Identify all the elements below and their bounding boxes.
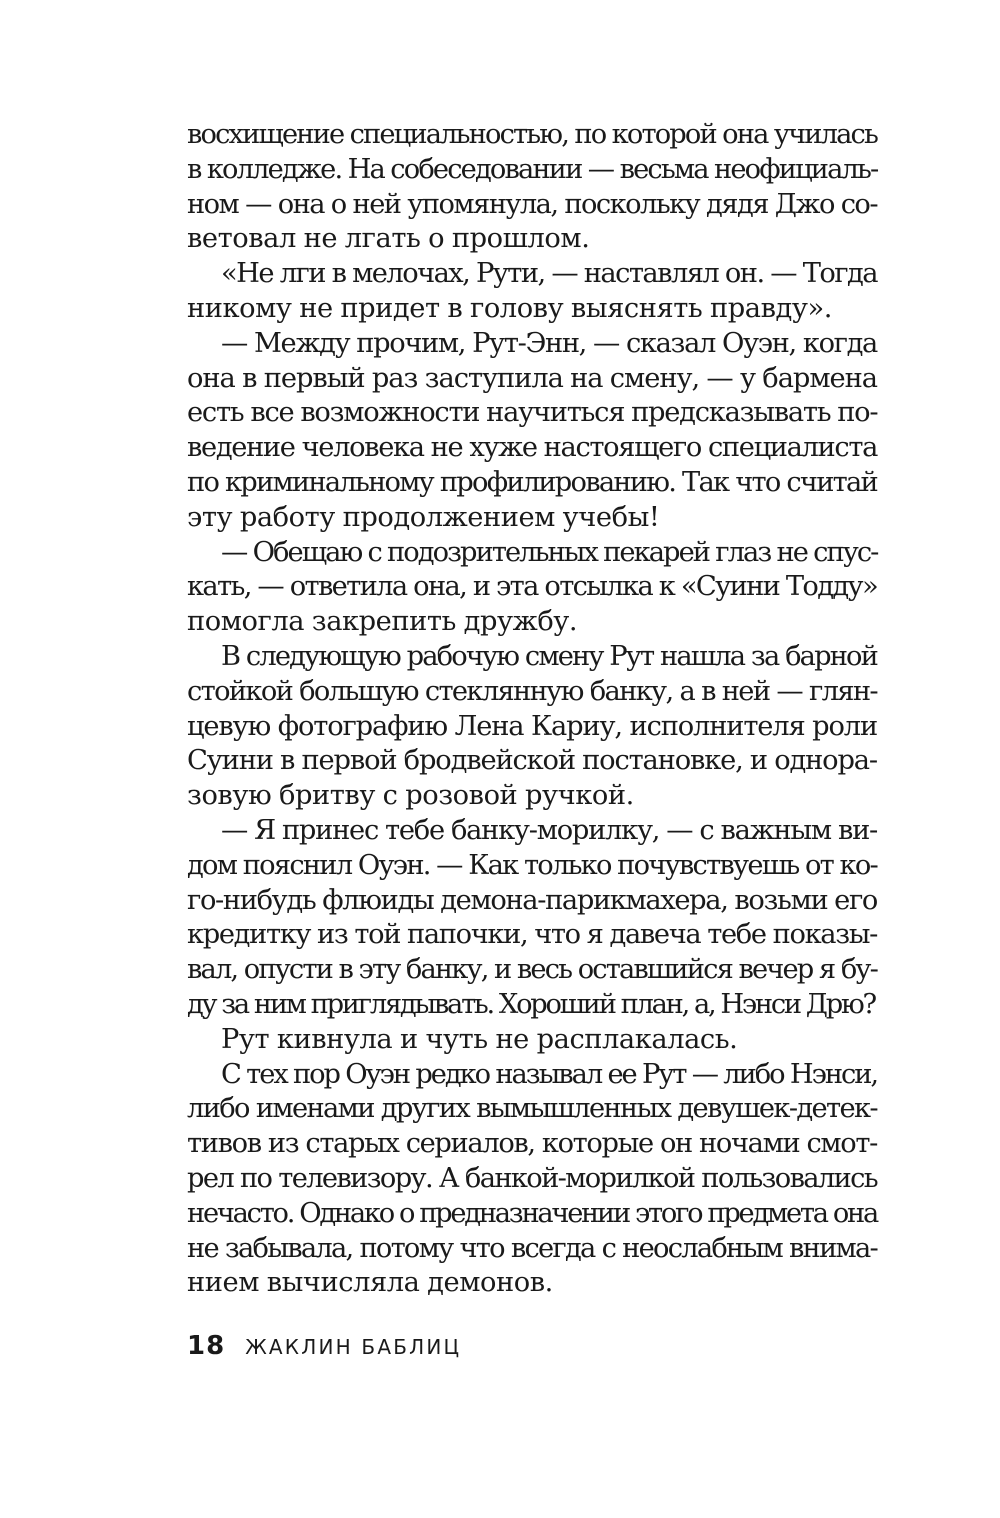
- text-line: есть все возможности научиться предсказывать по-: [187, 397, 878, 429]
- text-line: в колледже. На собеседовании — весьма неофициаль-: [187, 153, 878, 185]
- page-footer: [187, 1331, 461, 1365]
- text-line: стойкой большую стеклянную банку, а в ней — глян-: [187, 675, 877, 707]
- text-line: эту работу продолжением учебы!: [187, 501, 660, 533]
- text-line: кредитку из той папочки, что я давеча тебе показы-: [187, 919, 877, 951]
- text-line: восхищение специальностью, по которой она училась: [187, 119, 877, 150]
- paragraph: [187, 640, 877, 814]
- running-head-author: ЖАКЛИН БАБЛИЦ: [245, 1335, 462, 1359]
- text-line: — Я принес тебе банку-морилку, — с важным ви-: [221, 814, 877, 846]
- text-line: ном — она о ней упомянула, поскольку дядя Джо со-: [187, 188, 877, 220]
- text-line: нечасто. Однако о предназначении этого предмета она: [187, 1197, 877, 1229]
- text-line: рел по телевизору. А банкой-морилкой пользовались: [187, 1162, 877, 1194]
- paragraph: [187, 1058, 877, 1302]
- text-line: зовую бритву с розовой ручкой.: [187, 780, 634, 812]
- paragraph: [187, 327, 877, 536]
- text-line: никому не придет в голову выяснять правду».: [187, 292, 832, 324]
- body-text: [187, 118, 877, 1301]
- text-line: ведение человека не хуже настоящего специалиста: [187, 432, 877, 464]
- text-line: Суини в первой бродвейской постановке, и однора-: [187, 745, 877, 777]
- text-line: цевую фотографию Лена Кариу, исполнителя роли: [187, 710, 877, 742]
- text-line: по криминальному профилированию. Так что считай: [187, 466, 877, 498]
- paragraph: [187, 1023, 877, 1058]
- text-line: С тех пор Оуэн редко называл ее Рут — либо Нэнси,: [221, 1058, 877, 1090]
- text-line: го-нибудь флюиды демона-парикмахера, возьми его: [187, 884, 877, 916]
- text-line: помогла закрепить дружбу.: [187, 606, 578, 638]
- text-line: либо именами других вымышленных девушек-детек-: [187, 1093, 877, 1125]
- text-line: не забывала, потому что всегда с неослабным внима-: [187, 1232, 877, 1264]
- text-line: — Между прочим, Рут-Энн, — сказал Оуэн, когда: [221, 327, 877, 359]
- paragraph: [187, 814, 877, 1023]
- text-line: вал, опусти в эту банку, и весь оставшийся вечер я бу-: [187, 954, 877, 986]
- text-line: кать, — ответила она, и эта отсылка к «Суини Тодду»: [187, 571, 877, 603]
- paragraph: [187, 118, 877, 257]
- text-line: Рут кивнула и чуть не расплакалась.: [221, 1023, 738, 1055]
- text-line: дом пояснил Оуэн. — Как только почувствуешь от ко-: [187, 849, 877, 881]
- text-line: тивов из старых сериалов, которые он ночами смот-: [187, 1128, 877, 1160]
- text-line: В следующую рабочую смену Рут нашла за барной: [221, 640, 877, 672]
- text-line: — Обещаю с подозрительных пекарей глаз не спус-: [221, 536, 878, 568]
- text-line: нием вычисляла демонов.: [187, 1267, 553, 1299]
- text-line: ду за ним приглядывать. Хороший план, а, Нэнси Дрю?: [187, 988, 875, 1020]
- page-number: 18: [187, 1331, 226, 1361]
- paragraph: [187, 536, 877, 640]
- text-line: она в первый раз заступила на смену, — у бармена: [187, 362, 877, 394]
- text-line: ветовал не лгать о прошлом.: [187, 223, 590, 255]
- paragraph: [187, 257, 877, 327]
- text-line: «Не лги в мелочах, Рути, — наставлял он. — Тогда: [221, 258, 877, 290]
